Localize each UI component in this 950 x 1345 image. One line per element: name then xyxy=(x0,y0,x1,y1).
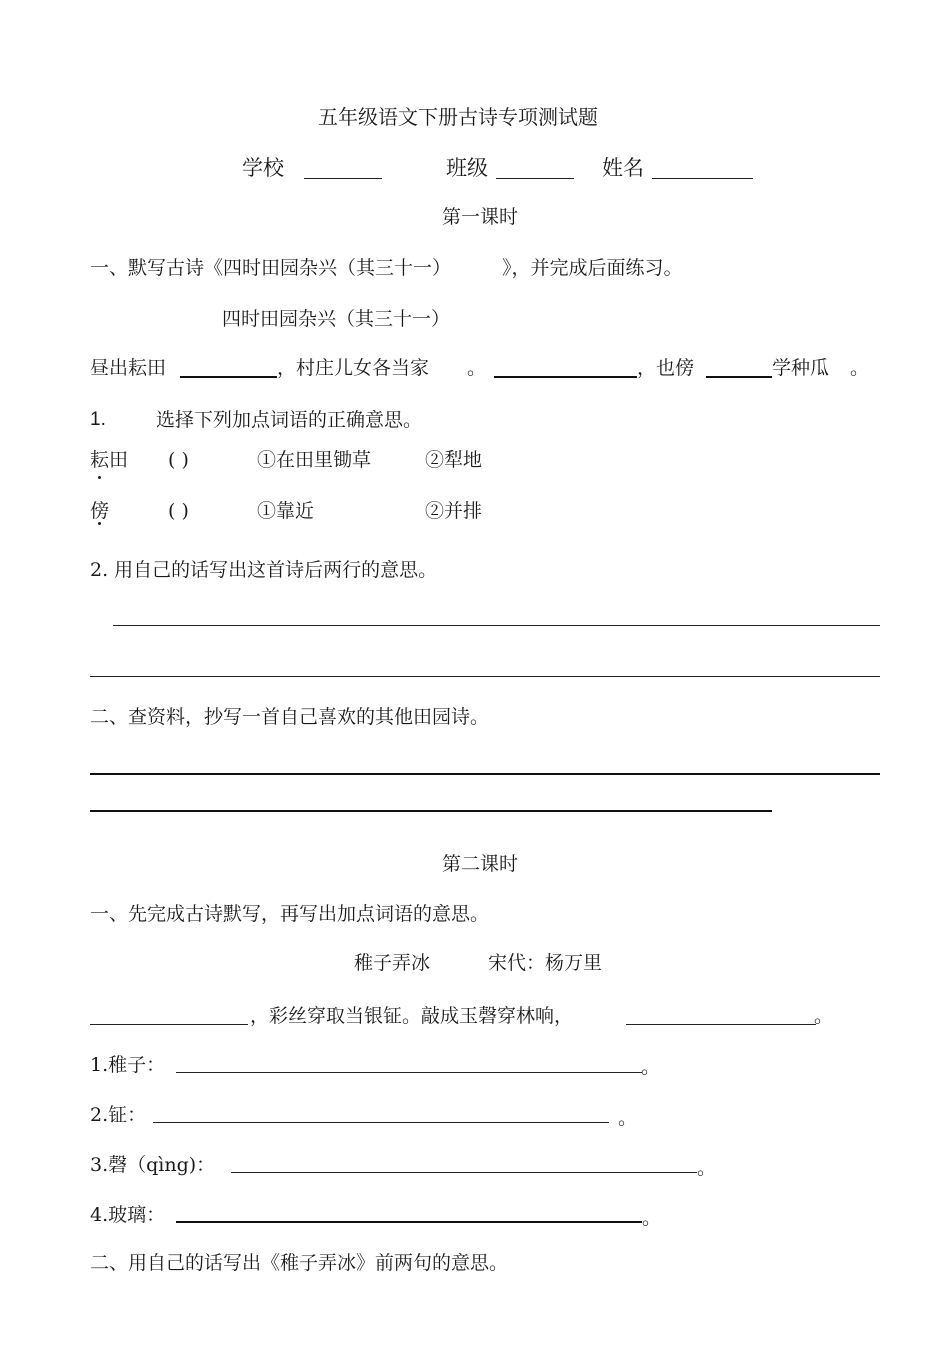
poem-line-part1: 昼出耘田 xyxy=(90,357,167,379)
school-label: 学校 xyxy=(242,156,284,180)
sub-question1-number: 1. xyxy=(90,409,106,430)
poem-blank-3[interactable] xyxy=(706,376,772,378)
definition3-blank[interactable] xyxy=(231,1172,697,1173)
choice2-word: 傍 xyxy=(90,500,110,522)
lesson2-poem-author: 宋代：杨万里 xyxy=(488,952,603,974)
definition2-blank[interactable] xyxy=(153,1122,609,1123)
class-label: 班级 xyxy=(446,156,488,180)
class-blank[interactable] xyxy=(496,178,574,179)
definition1-blank[interactable] xyxy=(176,1072,642,1073)
poem-line-part2: ，村庄儿女各当家 xyxy=(277,357,430,379)
name-label: 姓名 xyxy=(602,156,644,180)
sub-question1-text: 选择下列加点词语的正确意思。 xyxy=(156,409,423,431)
definition4-label: 4.玻璃： xyxy=(90,1204,166,1226)
lesson1-question1-tail: 》，并完成后面练习。 xyxy=(502,257,683,279)
choice2-paren[interactable]: ( ) xyxy=(168,500,189,522)
lesson1-question2: 二、查资料，抄写一首自己喜欢的其他田园诗。 xyxy=(90,706,490,728)
choice1-option2: ②犁地 xyxy=(425,449,483,471)
choice2-option2: ②并排 xyxy=(425,500,483,522)
page-title: 五年级语文下册古诗专项测试题 xyxy=(318,105,598,129)
definition2-period: 。 xyxy=(618,1107,638,1129)
name-blank[interactable] xyxy=(652,178,753,179)
definition4-period: 。 xyxy=(642,1207,662,1229)
lesson1-poem-title: 四时田园杂兴（其三十一） xyxy=(222,308,451,330)
choice2-option1: ①靠近 xyxy=(257,500,315,522)
sub-question2: 2. 用自己的话写出这首诗后两行的意思。 xyxy=(90,559,438,581)
lesson2-question2: 二、用自己的话写出《稚子弄冰》前两句的意思。 xyxy=(90,1252,509,1274)
definition3-label: 3.磬（qìng)： xyxy=(90,1154,216,1176)
poem-line-part3: 。 xyxy=(467,357,487,379)
answer-line[interactable] xyxy=(90,676,880,677)
choice1-word: 耘田 xyxy=(90,449,129,471)
poem-blank-1[interactable] xyxy=(180,376,277,378)
poem2-line-end: 。 xyxy=(814,1005,834,1027)
answer-line[interactable] xyxy=(113,625,880,626)
poem2-line-middle: ，彩丝穿取当银钲。敲成玉磬穿林响， xyxy=(250,1005,574,1027)
definition1-label: 1.稚子： xyxy=(90,1054,166,1076)
choice1-paren[interactable]: ( ) xyxy=(168,449,189,471)
lesson2-question1: 一、先完成古诗默写，再写出加点词语的意思。 xyxy=(90,903,490,925)
emphasis-dot xyxy=(98,522,101,525)
answer-line[interactable] xyxy=(90,810,772,812)
answer-line[interactable] xyxy=(90,773,880,775)
lesson1-heading: 第一课时 xyxy=(442,206,519,228)
school-blank[interactable] xyxy=(304,178,382,179)
poem-blank-4[interactable] xyxy=(90,1024,248,1025)
choice1-option1: ①在田里锄草 xyxy=(257,449,372,471)
definition2-label: 2.钲： xyxy=(90,1104,147,1126)
poem-blank-2[interactable] xyxy=(494,376,637,378)
poem-line-part6: 。 xyxy=(850,357,870,379)
poem-line-part4: ，也傍 xyxy=(637,357,695,379)
definition3-period: 。 xyxy=(697,1157,717,1179)
definition1-period: 。 xyxy=(641,1056,661,1078)
lesson2-poem-title: 稚子弄冰 xyxy=(354,952,431,974)
lesson1-question1: 一、默写古诗《四时田园杂兴（其三十一） xyxy=(90,257,452,279)
poem-blank-5[interactable] xyxy=(626,1024,816,1025)
lesson2-heading: 第二课时 xyxy=(442,853,519,875)
emphasis-dot xyxy=(98,476,101,479)
poem-line-part5: 学种瓜 xyxy=(772,357,830,379)
definition4-blank[interactable] xyxy=(176,1221,642,1223)
